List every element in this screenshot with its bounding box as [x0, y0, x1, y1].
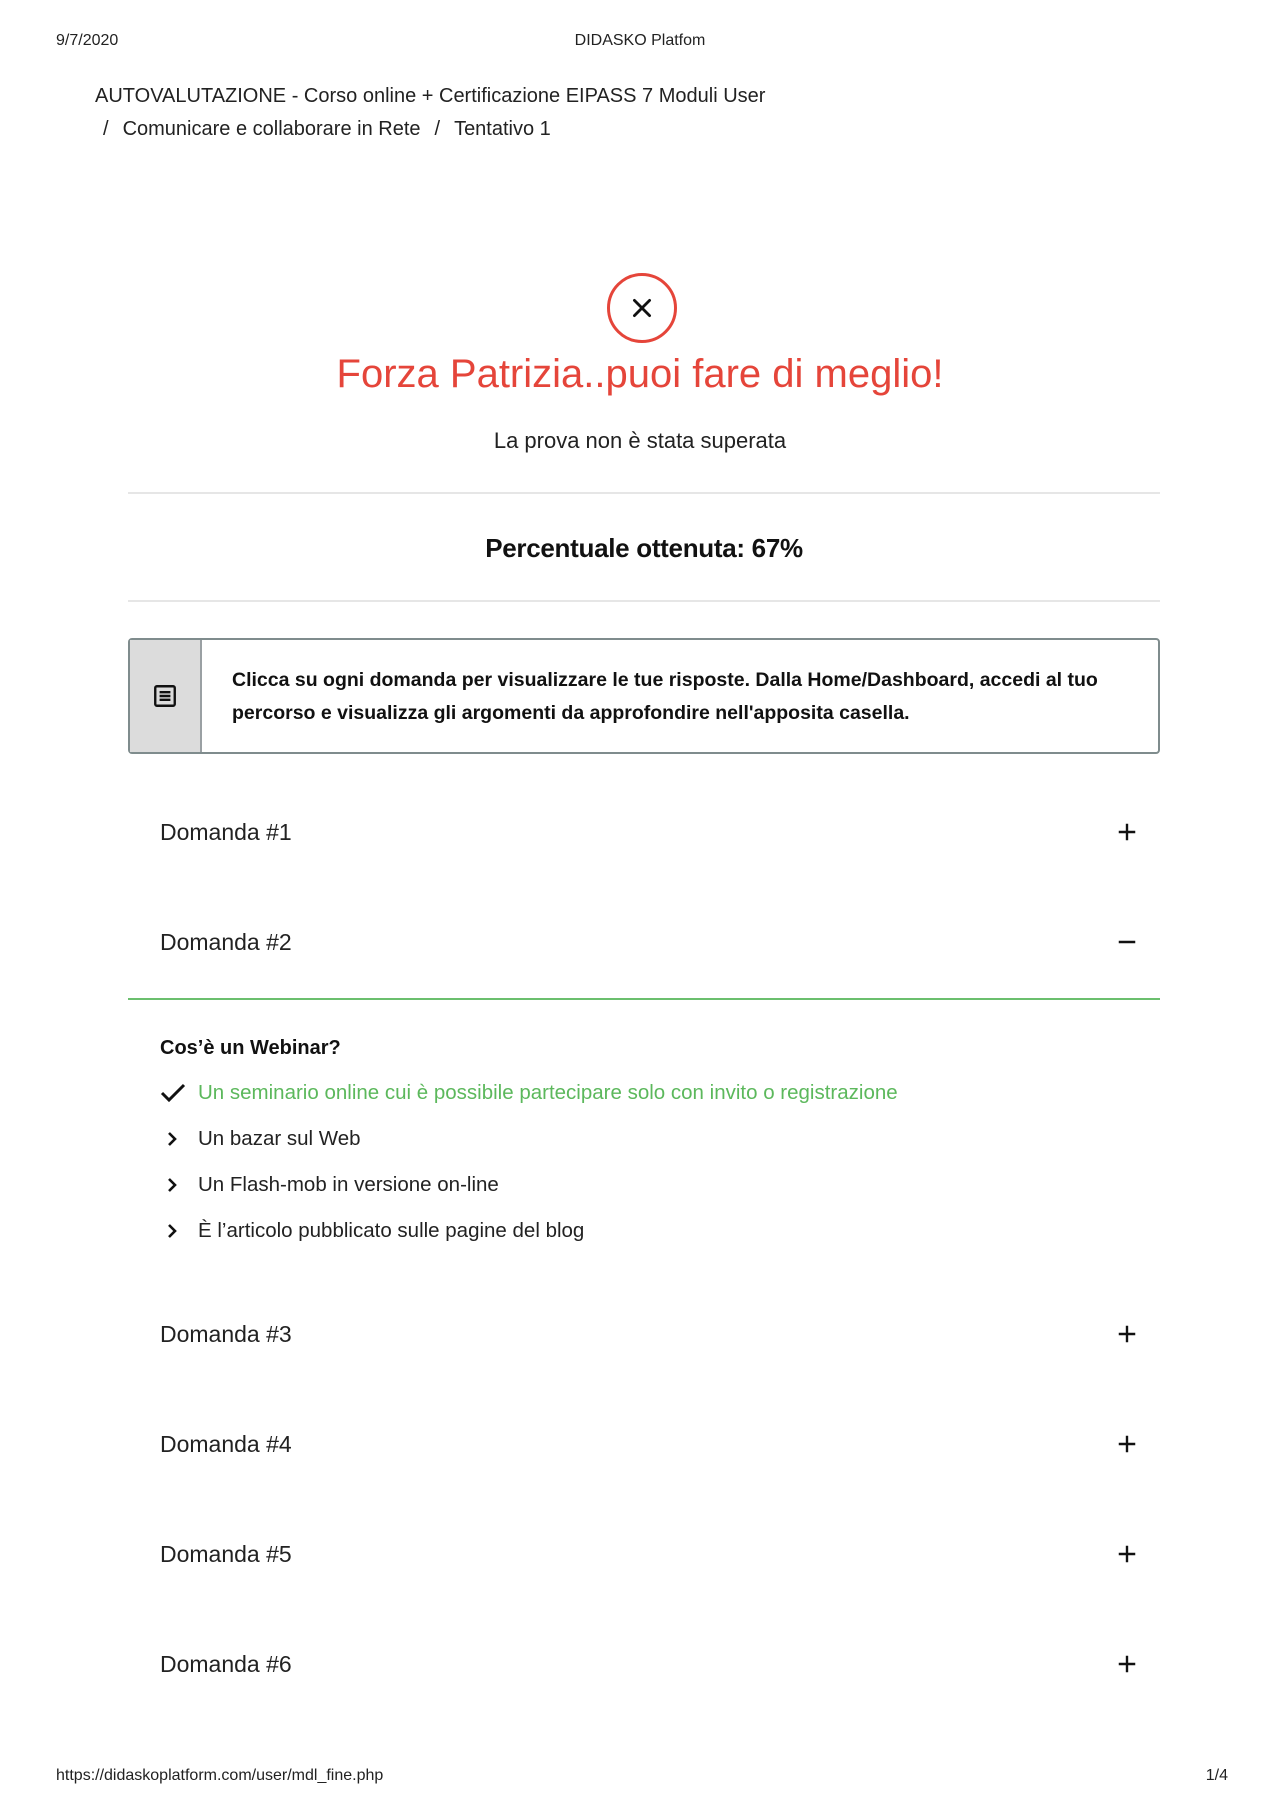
- minus-icon[interactable]: [1114, 929, 1140, 955]
- question-text: Cos’è un Webinar?: [160, 1037, 341, 1059]
- question-toggle-4[interactable]: [160, 1414, 1140, 1474]
- chevron-right-icon: [160, 1220, 198, 1242]
- breadcrumb-separator: /: [434, 118, 441, 140]
- info-text: Clicca su ogni domanda per visualizzare le tue risposte. Dalla Home/Dashboard, accedi al tuo percorso e visualizza gli argomenti da approfondire nell'apposita casella.: [232, 669, 1098, 724]
- answer-item: [160, 1208, 1060, 1254]
- question-toggle-3[interactable]: [160, 1304, 1140, 1364]
- divider: [128, 492, 1160, 494]
- breadcrumb-attempt: Tentativo 1: [454, 118, 551, 140]
- result-subtitle: La prova non è stata superata: [493, 428, 787, 453]
- question-label: Domanda #6: [160, 1650, 292, 1677]
- result-title: Forza Patrizia..puoi fare di meglio!: [336, 352, 944, 396]
- plus-icon[interactable]: [1114, 1321, 1140, 1347]
- question-label: Domanda #3: [160, 1320, 292, 1347]
- print-footer: [56, 1767, 1228, 1785]
- question-toggle-5[interactable]: [160, 1524, 1140, 1584]
- score-percentage: Percentuale ottenuta: 67%: [485, 533, 803, 563]
- plus-icon[interactable]: [1114, 1651, 1140, 1677]
- info-box-side: [130, 640, 202, 752]
- answer-text: Un bazar sul Web: [198, 1127, 361, 1150]
- breadcrumb-course-link[interactable]: AUTOVALUTAZIONE - Corso online + Certificazione EIPASS 7 Moduli User: [95, 85, 766, 107]
- close-icon: [607, 273, 677, 343]
- breadcrumb: [95, 80, 815, 146]
- print-page-number: 1/4: [1205, 1767, 1228, 1784]
- question-label: Domanda #5: [160, 1540, 292, 1567]
- question-label: Domanda #1: [160, 818, 292, 845]
- plus-icon[interactable]: [1114, 1431, 1140, 1457]
- chevron-right-icon: [160, 1128, 198, 1150]
- document-list-icon: [152, 683, 178, 709]
- breadcrumb-module-link[interactable]: Comunicare e collaborare in Rete: [122, 118, 421, 140]
- answer-item-correct: [160, 1070, 1060, 1116]
- active-question-underline: [128, 998, 1160, 1000]
- chevron-right-icon: [160, 1174, 198, 1196]
- print-site-title: DIDASKO Platfom: [574, 32, 706, 49]
- question-toggle-6[interactable]: [160, 1634, 1140, 1694]
- answer-item: [160, 1162, 1060, 1208]
- divider: [128, 600, 1160, 602]
- answer-item: [160, 1116, 1060, 1162]
- plus-icon[interactable]: [1114, 1541, 1140, 1567]
- question-label: Domanda #4: [160, 1430, 292, 1457]
- print-url: https://didaskoplatform.com/user/mdl_fine.php: [56, 1767, 384, 1784]
- question-toggle-2[interactable]: [160, 912, 1140, 972]
- question-toggle-1[interactable]: [160, 802, 1140, 862]
- answer-text: È l’articolo pubblicato sulle pagine del blog: [198, 1219, 585, 1242]
- print-date: 9/7/2020: [56, 32, 119, 49]
- answer-list: [160, 1070, 1060, 1254]
- question-label: Domanda #2: [160, 928, 292, 955]
- breadcrumb-separator: /: [103, 118, 109, 140]
- answer-text: Un seminario online cui è possibile partecipare solo con invito o registrazione: [198, 1081, 898, 1104]
- answer-text: Un Flash-mob in versione on-line: [198, 1173, 499, 1196]
- info-box: [128, 638, 1160, 754]
- print-header: [56, 32, 1224, 54]
- plus-icon[interactable]: [1114, 819, 1140, 845]
- check-icon: [160, 1082, 198, 1104]
